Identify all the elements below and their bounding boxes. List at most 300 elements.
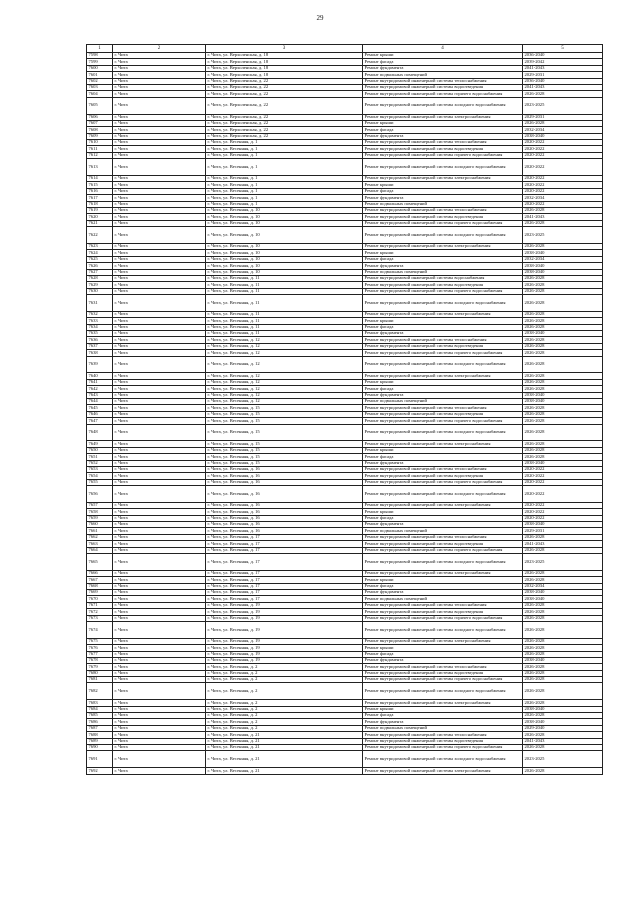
- work-type-cell: Ремонт внутридомовой инженерной системы электроснабжения: [363, 570, 523, 576]
- period-cell: 2020-2022: [523, 509, 603, 515]
- work-type-cell: Ремонт внутридомовой инженерной системы водоотведения: [363, 282, 523, 288]
- period-cell: 2026-2028: [523, 411, 603, 417]
- period-cell: 2020-2022: [523, 502, 603, 508]
- work-type-cell: Ремонт внутридомовой инженерной системы теплоснабжения: [363, 466, 523, 472]
- period-cell: 2026-2028: [523, 713, 603, 719]
- period-cell: 2026-2028: [523, 609, 603, 615]
- settlement-cell: г. Чита: [113, 670, 206, 676]
- address-cell: г. Чита, ул. Весенняя, д. 16: [206, 509, 363, 515]
- work-type-cell: Ремонт фасада: [363, 713, 523, 719]
- address-cell: г. Чита, ул. Весенняя, д. 12: [206, 343, 363, 349]
- row-number-cell: 7642: [87, 386, 113, 392]
- settlement-cell: г. Чита: [113, 182, 206, 188]
- row-number-cell: 7611: [87, 146, 113, 152]
- period-cell: 2026-2028: [523, 282, 603, 288]
- work-type-cell: Ремонт внутридомовой инженерной системы водоотведения: [363, 84, 523, 90]
- work-type-cell: Ремонт внутридомовой инженерной системы холодного водоснабжения: [363, 486, 523, 503]
- row-number-cell: 7685: [87, 713, 113, 719]
- work-type-cell: Ремонт крыши: [363, 53, 523, 59]
- work-type-cell: Ремонт фасада: [363, 454, 523, 460]
- period-cell: 2026-2028: [523, 534, 603, 540]
- settlement-cell: г. Чита: [113, 554, 206, 571]
- row-number-cell: 7630: [87, 288, 113, 294]
- settlement-cell: г. Чита: [113, 282, 206, 288]
- address-cell: г. Чита, ул. Весенняя, д. 16: [206, 473, 363, 479]
- work-type-cell: Ремонт крыши: [363, 577, 523, 583]
- settlement-cell: г. Чита: [113, 343, 206, 349]
- address-cell: г. Чита, ул. Весенняя, д. 17: [206, 554, 363, 571]
- work-type-cell: Ремонт фасада: [363, 386, 523, 392]
- settlement-cell: г. Чита: [113, 725, 206, 731]
- work-type-cell: Ремонт внутридомовой инженерной системы водоотведения: [363, 411, 523, 417]
- row-number-cell: 7641: [87, 379, 113, 385]
- row-number-cell: 7669: [87, 589, 113, 595]
- address-cell: г. Чита, ул. Весенняя, д. 11: [206, 275, 363, 281]
- row-number-cell: 7661: [87, 528, 113, 534]
- period-cell: 2020-2022: [523, 479, 603, 485]
- address-cell: г. Чита, ул. Верхоленская, д. 22: [206, 133, 363, 139]
- row-number-cell: 7690: [87, 745, 113, 751]
- period-cell: 2032-2034: [523, 127, 603, 133]
- row-number-cell: 7601: [87, 72, 113, 78]
- address-cell: г. Чита, ул. Весенняя, д. 12: [206, 399, 363, 405]
- settlement-cell: г. Чита: [113, 159, 206, 176]
- settlement-cell: г. Чита: [113, 473, 206, 479]
- row-number-cell: 7612: [87, 152, 113, 158]
- work-type-cell: Ремонт подвальных помещений: [363, 269, 523, 275]
- period-cell: 2038-2040: [523, 399, 603, 405]
- settlement-cell: г. Чита: [113, 454, 206, 460]
- period-cell: 2023-2025: [523, 751, 603, 768]
- period-cell: 2038-2040: [523, 657, 603, 663]
- row-number-cell: 7656: [87, 486, 113, 503]
- period-cell: 2038-2040: [523, 269, 603, 275]
- period-cell: 2026-2028: [523, 638, 603, 644]
- period-cell: 2026-2028: [523, 670, 603, 676]
- address-cell: г. Чита, ул. Весенняя, д. 2: [206, 677, 363, 683]
- settlement-cell: г. Чита: [113, 84, 206, 90]
- work-type-cell: Ремонт внутридомовой инженерной системы водоотведения: [363, 146, 523, 152]
- period-cell: 2026-2028: [523, 732, 603, 738]
- settlement-cell: г. Чита: [113, 621, 206, 638]
- address-cell: г. Чита, ул. Весенняя, д. 15: [206, 418, 363, 424]
- period-cell: 2026-2028: [523, 373, 603, 379]
- settlement-cell: г. Чита: [113, 447, 206, 453]
- work-type-cell: Ремонт крыши: [363, 318, 523, 324]
- settlement-cell: г. Чита: [113, 541, 206, 547]
- address-cell: г. Чита, ул. Весенняя, д. 11: [206, 311, 363, 317]
- row-number-cell: 7678: [87, 657, 113, 663]
- period-cell: 2026-2028: [523, 547, 603, 553]
- period-cell: 2020-2022: [523, 188, 603, 194]
- period-cell: 2026-2028: [523, 447, 603, 453]
- repair-schedule-table: [86, 44, 603, 775]
- address-cell: г. Чита, ул. Весенняя, д. 16: [206, 522, 363, 528]
- settlement-cell: г. Чита: [113, 732, 206, 738]
- work-type-cell: Ремонт внутридомовой инженерной системы электроснабжения: [363, 176, 523, 182]
- settlement-cell: г. Чита: [113, 534, 206, 540]
- settlement-cell: г. Чита: [113, 615, 206, 621]
- row-number-cell: 7650: [87, 447, 113, 453]
- period-cell: 2026-2028: [523, 386, 603, 392]
- period-cell: 2032-2034: [523, 195, 603, 201]
- settlement-cell: г. Чита: [113, 547, 206, 553]
- settlement-cell: г. Чита: [113, 460, 206, 466]
- period-cell: 2032-2034: [523, 583, 603, 589]
- row-number-cell: 7681: [87, 677, 113, 683]
- address-cell: г. Чита, ул. Верхоленская, д. 22: [206, 120, 363, 126]
- address-cell: г. Чита, ул. Весенняя, д. 15: [206, 447, 363, 453]
- row-number-cell: 7609: [87, 133, 113, 139]
- period-cell: 2038-2040: [523, 263, 603, 269]
- work-type-cell: Ремонт фундамента: [363, 657, 523, 663]
- address-cell: г. Чита, ул. Верхоленская, д. 22: [206, 127, 363, 133]
- row-number-cell: 7639: [87, 356, 113, 373]
- settlement-cell: г. Чита: [113, 677, 206, 683]
- row-number-cell: 7660: [87, 522, 113, 528]
- period-cell: 2029-2031: [523, 114, 603, 120]
- period-cell: 2026-2028: [523, 311, 603, 317]
- settlement-cell: г. Чита: [113, 373, 206, 379]
- period-cell: 2026-2028: [523, 768, 603, 774]
- settlement-cell: г. Чита: [113, 311, 206, 317]
- work-type-cell: Ремонт внутридомовой инженерной системы водоотведения: [363, 738, 523, 744]
- row-number-cell: 7657: [87, 502, 113, 508]
- address-cell: г. Чита, ул. Весенняя, д. 17: [206, 570, 363, 576]
- row-number-cell: 7603: [87, 84, 113, 90]
- period-cell: 2026-2028: [523, 677, 603, 683]
- period-cell: 2026-2028: [523, 120, 603, 126]
- work-type-cell: Ремонт внутридомовой инженерной системы водоснабжения: [363, 275, 523, 281]
- period-cell: 2038-2040: [523, 589, 603, 595]
- settlement-cell: г. Чита: [113, 577, 206, 583]
- work-type-cell: Ремонт внутридомовой инженерной системы холодного водоснабжения: [363, 621, 523, 638]
- work-type-cell: Ремонт внутридомовой инженерной системы горячего водоснабжения: [363, 288, 523, 294]
- address-cell: г. Чита, ул. Верхоленская, д. 22: [206, 84, 363, 90]
- row-number-cell: 7651: [87, 454, 113, 460]
- settlement-cell: г. Чита: [113, 683, 206, 700]
- settlement-cell: г. Чита: [113, 486, 206, 503]
- address-cell: г. Чита, ул. Весенняя, д. 19: [206, 609, 363, 615]
- table-row: [87, 424, 603, 441]
- address-cell: г. Чита, ул. Весенняя, д. 16: [206, 486, 363, 503]
- settlement-cell: г. Чита: [113, 250, 206, 256]
- row-number-cell: 7652: [87, 460, 113, 466]
- work-type-cell: Ремонт внутридомовой инженерной системы электроснабжения: [363, 114, 523, 120]
- settlement-cell: г. Чита: [113, 72, 206, 78]
- work-type-cell: Ремонт внутридомовой инженерной системы теплоснабжения: [363, 405, 523, 411]
- settlement-cell: г. Чита: [113, 146, 206, 152]
- row-number-cell: 7599: [87, 59, 113, 65]
- settlement-cell: г. Чита: [113, 331, 206, 337]
- row-number-cell: 7623: [87, 243, 113, 249]
- period-cell: 2026-2028: [523, 337, 603, 343]
- period-cell: 2020-2022: [523, 486, 603, 503]
- table-row: [87, 356, 603, 373]
- work-type-cell: Ремонт фундамента: [363, 392, 523, 398]
- settlement-cell: г. Чита: [113, 379, 206, 385]
- row-number-cell: 7664: [87, 547, 113, 553]
- row-number-cell: 7636: [87, 337, 113, 343]
- row-number-cell: 7610: [87, 140, 113, 146]
- settlement-cell: г. Чита: [113, 78, 206, 84]
- address-cell: г. Чита, ул. Весенняя, д. 16: [206, 515, 363, 521]
- address-cell: г. Чита, ул. Весенняя, д. 12: [206, 337, 363, 343]
- row-number-cell: 7645: [87, 405, 113, 411]
- address-cell: г. Чита, ул. Весенняя, д. 17: [206, 596, 363, 602]
- address-cell: г. Чита, ул. Весенняя, д. 17: [206, 547, 363, 553]
- settlement-cell: г. Чита: [113, 706, 206, 712]
- address-cell: г. Чита, ул. Верхоленская, д. 22: [206, 78, 363, 84]
- address-cell: г. Чита, ул. Весенняя, д. 15: [206, 424, 363, 441]
- work-type-cell: Ремонт внутридомовой инженерной системы холодного водоснабжения: [363, 159, 523, 176]
- settlement-cell: г. Чита: [113, 59, 206, 65]
- settlement-cell: г. Чита: [113, 53, 206, 59]
- settlement-cell: г. Чита: [113, 337, 206, 343]
- address-cell: г. Чита, ул. Весенняя, д. 19: [206, 621, 363, 638]
- period-cell: 2039-2042: [523, 59, 603, 65]
- settlement-cell: г. Чита: [113, 638, 206, 644]
- address-cell: г. Чита, ул. Весенняя, д. 2: [206, 725, 363, 731]
- row-number-cell: 7598: [87, 53, 113, 59]
- settlement-cell: г. Чита: [113, 651, 206, 657]
- address-cell: г. Чита, ул. Весенняя, д. 21: [206, 738, 363, 744]
- row-number-cell: 7680: [87, 670, 113, 676]
- work-type-cell: Ремонт подвальных помещений: [363, 201, 523, 207]
- work-type-cell: Ремонт подвальных помещений: [363, 399, 523, 405]
- period-cell: 2026-2028: [523, 295, 603, 312]
- settlement-cell: г. Чита: [113, 509, 206, 515]
- period-cell: 2038-2040: [523, 522, 603, 528]
- row-number-cell: 7644: [87, 399, 113, 405]
- row-number-cell: 7663: [87, 541, 113, 547]
- row-number-cell: 7607: [87, 120, 113, 126]
- period-cell: 2020-2022: [523, 152, 603, 158]
- address-cell: г. Чита, ул. Весенняя, д. 2: [206, 719, 363, 725]
- row-number-cell: 7692: [87, 768, 113, 774]
- work-type-cell: Ремонт внутридомовой инженерной системы теплоснабжения: [363, 664, 523, 670]
- address-cell: г. Чита, ул. Весенняя, д. 12: [206, 386, 363, 392]
- period-cell: 2041-2043: [523, 65, 603, 71]
- address-cell: г. Чита, ул. Верхоленская, д. 18: [206, 53, 363, 59]
- row-number-cell: 7631: [87, 295, 113, 312]
- settlement-cell: г. Чита: [113, 570, 206, 576]
- period-cell: 2026-2028: [523, 615, 603, 621]
- period-cell: 2038-2040: [523, 719, 603, 725]
- work-type-cell: Ремонт внутридомовой инженерной системы электроснабжения: [363, 502, 523, 508]
- work-type-cell: Ремонт внутридомовой инженерной системы холодного водоснабжения: [363, 424, 523, 441]
- address-cell: г. Чита, ул. Весенняя, д. 12: [206, 350, 363, 356]
- settlement-cell: г. Чита: [113, 657, 206, 663]
- address-cell: г. Чита, ул. Весенняя, д. 10: [206, 269, 363, 275]
- settlement-cell: г. Чита: [113, 188, 206, 194]
- table-row: [87, 751, 603, 768]
- address-cell: г. Чита, ул. Весенняя, д. 11: [206, 324, 363, 330]
- settlement-cell: г. Чита: [113, 405, 206, 411]
- work-type-cell: Ремонт фасада: [363, 188, 523, 194]
- work-type-cell: Ремонт внутридомовой инженерной системы горячего водоснабжения: [363, 91, 523, 97]
- period-cell: 2020-2022: [523, 466, 603, 472]
- address-cell: г. Чита, ул. Верхоленская, д. 18: [206, 72, 363, 78]
- address-cell: г. Чита, ул. Весенняя, д. 15: [206, 411, 363, 417]
- address-cell: г. Чита, ул. Весенняя, д. 1: [206, 195, 363, 201]
- row-number-cell: 7679: [87, 664, 113, 670]
- page-number: 29: [316, 14, 324, 22]
- work-type-cell: Ремонт внутридомовой инженерной системы холодного водоснабжения: [363, 295, 523, 312]
- address-cell: г. Чита, ул. Весенняя, д. 17: [206, 577, 363, 583]
- work-type-cell: Ремонт фундамента: [363, 195, 523, 201]
- work-type-cell: Ремонт крыши: [363, 509, 523, 515]
- work-type-cell: Ремонт фасада: [363, 324, 523, 330]
- row-number-cell: 7684: [87, 706, 113, 712]
- settlement-cell: г. Чита: [113, 263, 206, 269]
- address-cell: г. Чита, ул. Весенняя, д. 15: [206, 454, 363, 460]
- row-number-cell: 7674: [87, 621, 113, 638]
- period-cell: 2026-2028: [523, 700, 603, 706]
- period-cell: 2026-2028: [523, 441, 603, 447]
- settlement-cell: г. Чита: [113, 479, 206, 485]
- address-cell: г. Чита, ул. Весенняя, д. 1: [206, 159, 363, 176]
- row-number-cell: 7649: [87, 441, 113, 447]
- address-cell: г. Чита, ул. Весенняя, д. 19: [206, 645, 363, 651]
- address-cell: г. Чита, ул. Весенняя, д. 1: [206, 176, 363, 182]
- address-cell: г. Чита, ул. Весенняя, д. 12: [206, 356, 363, 373]
- period-cell: 2026-2028: [523, 356, 603, 373]
- settlement-cell: г. Чита: [113, 424, 206, 441]
- settlement-cell: г. Чита: [113, 609, 206, 615]
- address-cell: г. Чита, ул. Весенняя, д. 2: [206, 664, 363, 670]
- settlement-cell: г. Чита: [113, 91, 206, 97]
- period-cell: 2020-2022: [523, 140, 603, 146]
- settlement-cell: г. Чита: [113, 269, 206, 275]
- period-cell: 2026-2028: [523, 570, 603, 576]
- period-cell: 2029-2040: [523, 725, 603, 731]
- settlement-cell: г. Чита: [113, 515, 206, 521]
- work-type-cell: Ремонт крыши: [363, 120, 523, 126]
- work-type-cell: Ремонт фасада: [363, 256, 523, 262]
- settlement-cell: г. Чита: [113, 356, 206, 373]
- settlement-cell: г. Чита: [113, 152, 206, 158]
- header-cell: 4: [363, 45, 523, 53]
- row-number-cell: 7621: [87, 220, 113, 226]
- row-number-cell: 7605: [87, 97, 113, 114]
- settlement-cell: г. Чита: [113, 114, 206, 120]
- address-cell: г. Чита, ул. Весенняя, д. 10: [206, 263, 363, 269]
- address-cell: г. Чита, ул. Весенняя, д. 10: [206, 250, 363, 256]
- settlement-cell: г. Чита: [113, 745, 206, 751]
- row-number-cell: 7622: [87, 227, 113, 244]
- work-type-cell: Ремонт внутридомовой инженерной системы водоотведения: [363, 670, 523, 676]
- header-row: [87, 45, 603, 53]
- address-cell: г. Чита, ул. Весенняя, д. 19: [206, 615, 363, 621]
- work-type-cell: Ремонт фундамента: [363, 460, 523, 466]
- address-cell: г. Чита, ул. Весенняя, д. 21: [206, 751, 363, 768]
- period-cell: 2026-2028: [523, 577, 603, 583]
- work-type-cell: Ремонт подвальных помещений: [363, 528, 523, 534]
- work-type-cell: Ремонт крыши: [363, 182, 523, 188]
- work-type-cell: Ремонт внутридомовой инженерной системы теплоснабжения: [363, 208, 523, 214]
- settlement-cell: г. Чита: [113, 645, 206, 651]
- work-type-cell: Ремонт внутридомовой инженерной системы электроснабжения: [363, 243, 523, 249]
- address-cell: г. Чита, ул. Весенняя, д. 1: [206, 152, 363, 158]
- period-cell: 2041-2043: [523, 541, 603, 547]
- address-cell: г. Чита, ул. Весенняя, д. 19: [206, 651, 363, 657]
- settlement-cell: г. Чита: [113, 133, 206, 139]
- address-cell: г. Чита, ул. Весенняя, д. 15: [206, 405, 363, 411]
- address-cell: г. Чита, ул. Весенняя, д. 10: [206, 227, 363, 244]
- row-number-cell: 7665: [87, 554, 113, 571]
- period-cell: 2038-2040: [523, 460, 603, 466]
- row-number-cell: 7654: [87, 473, 113, 479]
- address-cell: г. Чита, ул. Весенняя, д. 1: [206, 146, 363, 152]
- period-cell: 2026-2028: [523, 243, 603, 249]
- settlement-cell: г. Чита: [113, 288, 206, 294]
- row-number-cell: 7675: [87, 638, 113, 644]
- settlement-cell: г. Чита: [113, 441, 206, 447]
- settlement-cell: г. Чита: [113, 201, 206, 207]
- address-cell: г. Чита, ул. Весенняя, д. 10: [206, 243, 363, 249]
- work-type-cell: Ремонт внутридомовой инженерной системы электроснабжения: [363, 311, 523, 317]
- settlement-cell: г. Чита: [113, 65, 206, 71]
- period-cell: 2020-2022: [523, 176, 603, 182]
- period-cell: 2038-2040: [523, 706, 603, 712]
- period-cell: 2026-2028: [523, 745, 603, 751]
- work-type-cell: Ремонт внутридомовой инженерной системы теплоснабжения: [363, 140, 523, 146]
- settlement-cell: г. Чита: [113, 411, 206, 417]
- row-number-cell: 7672: [87, 609, 113, 615]
- period-cell: 2038-2040: [523, 331, 603, 337]
- table-row: [87, 97, 603, 114]
- work-type-cell: Ремонт фундамента: [363, 133, 523, 139]
- settlement-cell: г. Чита: [113, 386, 206, 392]
- work-type-cell: Ремонт внутридомовой инженерной системы водоотведения: [363, 609, 523, 615]
- row-number-cell: 7632: [87, 311, 113, 317]
- row-number-cell: 7634: [87, 324, 113, 330]
- row-number-cell: 7677: [87, 651, 113, 657]
- row-number-cell: 7615: [87, 182, 113, 188]
- work-type-cell: Ремонт внутридомовой инженерной системы водоотведения: [363, 473, 523, 479]
- period-cell: 2026-2028: [523, 454, 603, 460]
- period-cell: 2026-2028: [523, 343, 603, 349]
- address-cell: г. Чита, ул. Весенняя, д. 2: [206, 713, 363, 719]
- row-number-cell: 7600: [87, 65, 113, 71]
- period-cell: 2023-2025: [523, 97, 603, 114]
- address-cell: г. Чита, ул. Весенняя, д. 11: [206, 288, 363, 294]
- work-type-cell: Ремонт внутридомовой инженерной системы холодного водоснабжения: [363, 683, 523, 700]
- row-number-cell: 7689: [87, 738, 113, 744]
- period-cell: 2038-2040: [523, 596, 603, 602]
- table-row: [87, 159, 603, 176]
- work-type-cell: Ремонт внутридомовой инженерной системы холодного водоснабжения: [363, 97, 523, 114]
- settlement-cell: г. Чита: [113, 243, 206, 249]
- row-number-cell: 7648: [87, 424, 113, 441]
- period-cell: 2038-2040: [523, 133, 603, 139]
- header-cell: 2: [113, 45, 206, 53]
- row-number-cell: 7662: [87, 534, 113, 540]
- table-row: [87, 295, 603, 312]
- row-number-cell: 7658: [87, 509, 113, 515]
- address-cell: г. Чита, ул. Весенняя, д. 11: [206, 295, 363, 312]
- work-type-cell: Ремонт внутридомовой инженерной системы электроснабжения: [363, 638, 523, 644]
- address-cell: г. Чита, ул. Верхоленская, д. 22: [206, 97, 363, 114]
- row-number-cell: 7633: [87, 318, 113, 324]
- address-cell: г. Чита, ул. Весенняя, д. 1: [206, 140, 363, 146]
- work-type-cell: Ремонт внутридомовой инженерной системы горячего водоснабжения: [363, 547, 523, 553]
- settlement-cell: г. Чита: [113, 522, 206, 528]
- address-cell: г. Чита, ул. Верхоленская, д. 18: [206, 65, 363, 71]
- period-cell: 2023-2025: [523, 554, 603, 571]
- row-number-cell: 7608: [87, 127, 113, 133]
